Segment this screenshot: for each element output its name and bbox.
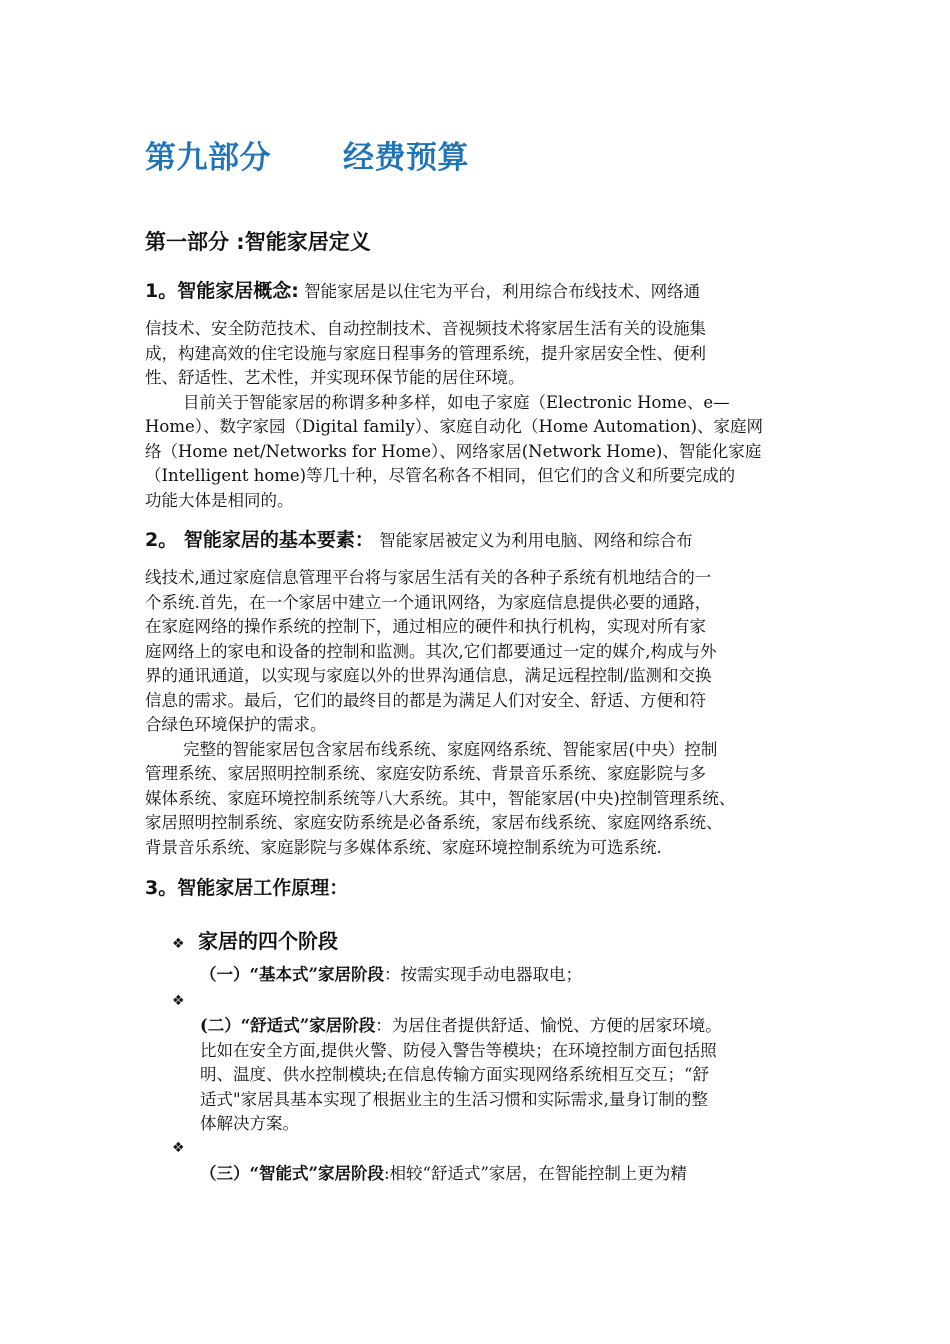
s2-p2-line: 家居照明控制系统、家庭安防系统是必备系统，家居布线系统、家庭网络系统、	[145, 813, 723, 832]
part-title	[145, 132, 469, 177]
s2-p2-line: 管理系统、家居照明控制系统、家庭安防系统、背景音乐系统、家庭影院与多	[145, 764, 706, 783]
part-number: 第九部分	[145, 140, 271, 176]
empty-bullet	[172, 990, 188, 1009]
stage-2-line: 明、温度、供水控制模块;在信息传输方面实现网络系统相互交互；“舒	[200, 1065, 709, 1084]
s2-line: 个系统.首先，在一个家居中建立一个通讯网络，为家庭信息提供必要的通路，	[145, 592, 712, 612]
s2-line: 庭网络上的家电和设备的控制和监测。其次,它们都要通过一定的媒介,构成与外	[145, 641, 717, 661]
stage-1-title: （一）“基本式”家居阶段	[200, 965, 384, 984]
s1-line: 成，构建高效的住宅设施与家庭日程事务的管理系统，提升家居安全性、便利	[145, 343, 706, 363]
stages-bullet	[172, 925, 338, 954]
s1-p2-line: 目前关于智能家居的称谓多种多样，如电子家庭（Electronic Home、e—	[183, 392, 730, 412]
stage-2-line: 适式"家居具基本实现了根据业主的生活习惯和实际需求,量身订制的整	[200, 1089, 708, 1109]
s2-heading-line	[145, 528, 815, 553]
stage-2-first: ：为居住者提供舒适、愉悦、方便的居家环境。	[375, 1016, 722, 1035]
stage-2-line: 比如在安全方面,提供火警、防侵入警告等模块；在环境控制方面包括照	[200, 1040, 717, 1060]
s3-heading: 3。智能家居工作原理：	[145, 877, 349, 899]
diamond-bullet-icon: ❖	[172, 936, 185, 952]
s1-body	[145, 317, 815, 513]
s1-heading: 1。智能家居概念:	[145, 280, 299, 302]
stage-3-title: （三）“智能式”家居阶段	[200, 1164, 384, 1183]
stage-3	[200, 1162, 830, 1187]
stages-title: 家居的四个阶段	[198, 929, 338, 953]
s2-line: 界的通讯通道，以实现与家庭以外的世界沟通信息，满足远程控制/监测和交换	[145, 666, 712, 685]
s1-p2-line: Home）、数字家园（Digital family）、家庭自动化（Home Automation)、家庭网	[145, 417, 764, 436]
s2-line: 在家庭网络的操作系统的控制下，通过相应的硬件和执行机构，实现对所有家	[145, 617, 706, 636]
stage-1	[200, 963, 830, 988]
s1-p2-line: （Intelligent home)等几十种，尽管名称各不相同，但它们的含义和所要完成的	[145, 466, 736, 485]
stage-1-text: ：按需实现手动电器取电；	[383, 965, 582, 984]
stage-2-title: (二）“舒适式”家居阶段	[200, 1016, 376, 1035]
s2-line: 信息的需求。最后，它们的最终目的都是为满足人们对安全、舒适、方便和符	[145, 690, 706, 710]
s1-p2-line: 络（Home net/Networks for Home）、网络家居(Network Home)、智能化家庭	[145, 441, 762, 461]
s1-first: 智能家居是以住宅为平台，利用综合布线技术、网络通	[298, 282, 701, 301]
part-name: 经费预算	[343, 140, 469, 176]
s1-p2-line: 功能大体是相同的。	[145, 490, 294, 510]
s2-body	[145, 566, 815, 860]
diamond-bullet-icon: ❖	[172, 993, 185, 1009]
s1-line: 信技术、安全防范技术、自动控制技术、音视频技术将家居生活有关的设施集	[145, 319, 706, 338]
s2-heading: 2。 智能家居的基本要素：	[145, 529, 374, 551]
s2-p2-line: 背景音乐系统、家庭影院与多媒体系统、家庭环境控制系统为可选系统.	[145, 837, 662, 857]
s1-heading-line	[145, 279, 815, 304]
section-title: 第一部分 :智能家居定义	[145, 230, 371, 254]
diamond-bullet-icon: ❖	[172, 1140, 185, 1156]
empty-bullet	[172, 1137, 188, 1156]
s2-p2-line: 媒体系统、家庭环境控制系统等八大系统。其中，智能家居(中央)控制管理系统、	[145, 788, 736, 808]
s2-first: 智能家居被定义为利用电脑、网络和综合布	[373, 531, 693, 550]
s2-line: 线技术,通过家庭信息管理平台将与家居生活有关的各种子系统有机地结合的一	[145, 568, 712, 587]
stage-3-text: :相较“舒适式”家居，在智能控制上更为精	[383, 1164, 687, 1183]
s3-heading-line	[145, 876, 815, 901]
s2-p2-line: 完整的智能家居包含家居布线系统、家庭网络系统、智能家居(中央）控制	[183, 739, 718, 759]
stage-2	[200, 1014, 830, 1137]
s2-line: 合绿色环境保护的需求。	[145, 715, 327, 734]
stage-2-line: 体解决方案。	[200, 1114, 299, 1133]
s1-line: 性、舒适性、艺术性，并实现环保节能的居住环境。	[145, 368, 525, 387]
